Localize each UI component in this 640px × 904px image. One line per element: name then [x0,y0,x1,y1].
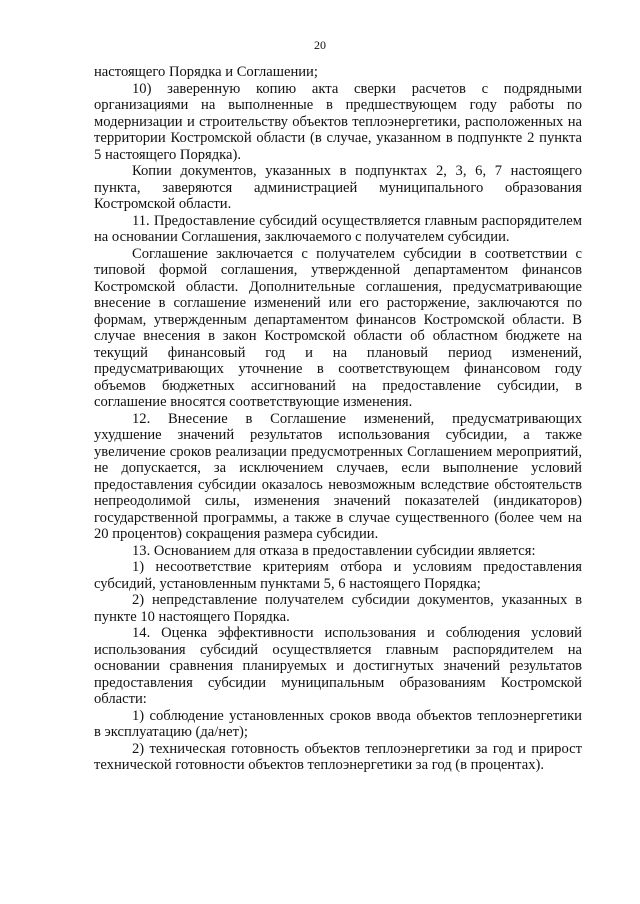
paragraph-clause-14-item-2: 2) техническая готовность объектов теплоэнергетики за год и прирост технической готовности объектов теплоэнергетики за год (в процентах). [94,740,582,773]
paragraph-clause-13-item-2: 2) непредставление получателем субсидии документов, указанных в пункте 10 настоящего Порядка. [94,592,582,625]
paragraph-copies: Копии документов, указанных в подпунктах 2, 3, 6, 7 настоящего пункта, заверяются администрацией муниципального образования Костромской области. [94,163,582,212]
paragraph-continuation: настоящего Порядка и Соглашении; [94,64,318,80]
paragraph-clause-11: 11. Предоставление субсидий осуществляется главным распорядителем на основании Соглашения, заключаемого с получателем субсидии. [94,212,582,245]
document-body [94,64,582,774]
paragraph-item-10: 10) заверенную копию акта сверки расчетов с подрядными организациями на выполненные в предшествующем году работы по модернизации и строительству объектов теплоэнергетики, расположенных на территории Костромской области (в случае, указанном в подпункте 2 пункта 5 настоящего Порядка). [94,80,582,163]
paragraph-clause-13: 13. Основанием для отказа в предоставлении субсидии является: [132,542,536,559]
paragraph-clause-14-item-1: 1) соблюдение установленных сроков ввода объектов теплоэнергетики в эксплуатацию (да/нет); [94,707,582,740]
paragraph-clause-13-item-1: 1) несоответствие критериям отбора и условиям предоставления субсидий, установленным пунктами 5, 6 настоящего Порядка; [94,559,582,592]
paragraph-clause-14: 14. Оценка эффективности использования и соблюдения условий использования субсидий осуществляется главным распорядителем на основании сравнения планируемых и достигнутых значений результатов предоставления субсидии муниципальным образованиям Костромской области: [94,625,582,707]
paragraph-agreement: Соглашение заключается с получателем субсидии в соответствии с типовой формой соглашения, утвержденной департаментом финансов Костромской области. Дополнительные соглашения, предусматривающие внесение в соглашение изменений или его расторжение, заключаются по формам, утвержденным департаментом финансов Костромской области. В случае внесения в закон Костромской области об областном бюджете на текущий финансовый год и на плановый период изменений, предусматривающих уточнение в соответствующем финансовом году объемов бюджетных ассигнований на предоставление субсидии, в соглашение вносятся соответствующие изменения. [94,245,582,410]
page-number: 20 [314,38,326,52]
paragraph-clause-12: 12. Внесение в Соглашение изменений, предусматривающих ухудшение значений результатов использования субсидии, а также увеличение сроков реализации предусмотренных Соглашением мероприятий, не допускается, за исключением случаев, если выполнение условий предоставления субсидии оказалось невозможным вследствие обстоятельств непреодолимой силы, изменения значений показателей (индикаторов) государственной программы, а также в случае существенного (более чем на 20 процентов) сокращения размера субсидии. [94,410,582,542]
